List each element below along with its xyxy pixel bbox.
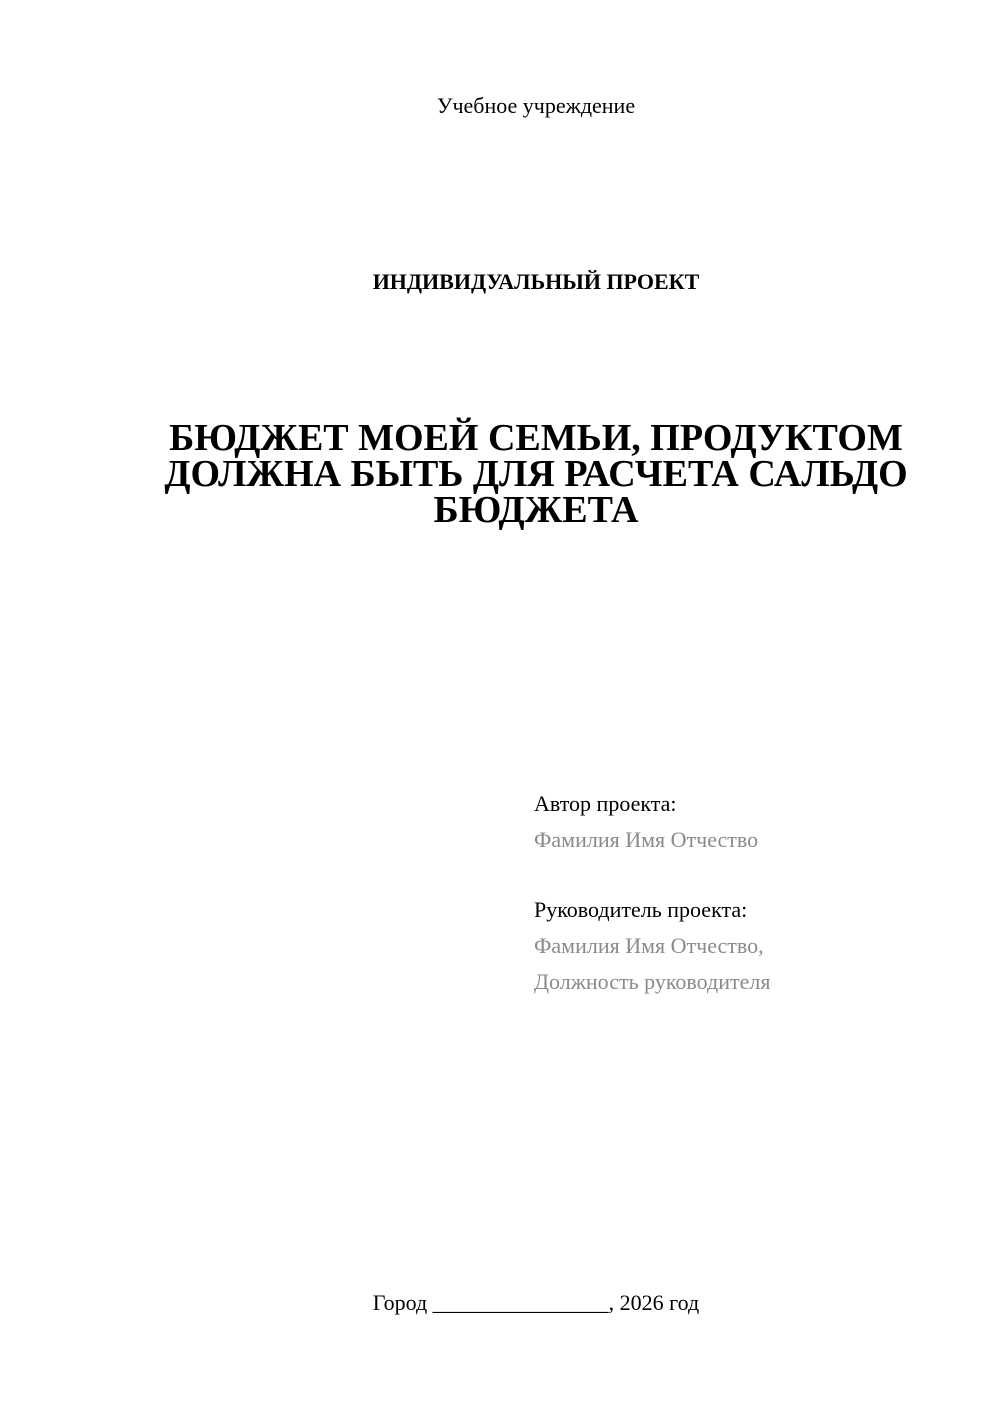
project-title-line: ДОЛЖНА БЫТЬ ДЛЯ РАСЧЕТА САЛЬДО xyxy=(164,453,908,495)
project-type-heading: ИНДИВИДУАЛЬНЫЙ ПРОЕКТ xyxy=(372,269,700,294)
supervisor-block xyxy=(534,892,974,1000)
supervisor-name: Фамилия Имя Отчество, xyxy=(534,933,764,958)
city-year-line xyxy=(0,1287,1000,1319)
year-text: , 2026 год xyxy=(608,1290,700,1315)
project-title-line: БЮДЖЕТА xyxy=(433,489,639,531)
supervisor-label: Руководитель проекта: xyxy=(534,897,748,922)
project-title-line: БЮДЖЕТ МОЕЙ СЕМЬИ, ПРОДУКТОМ xyxy=(169,417,903,459)
city-label: Город xyxy=(372,1290,428,1315)
supervisor-position: Должность руководителя xyxy=(534,969,771,994)
city-blank: ________________ xyxy=(432,1290,609,1315)
author-label: Автор проекта: xyxy=(534,791,677,816)
author-name: Фамилия Имя Отчество xyxy=(534,827,759,852)
project-title xyxy=(150,417,922,531)
author-block xyxy=(534,786,974,858)
institution-name: Учебное учреждение xyxy=(436,93,636,118)
